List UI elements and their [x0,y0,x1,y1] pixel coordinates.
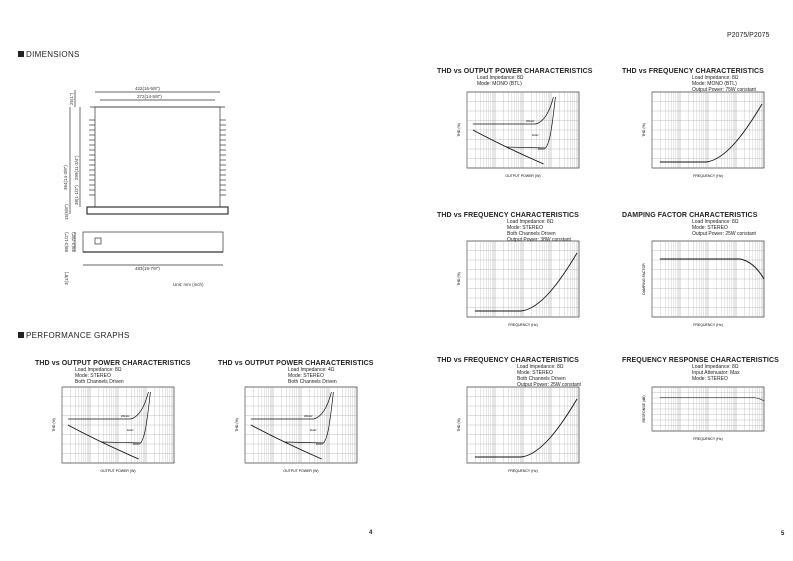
chart-line: Output Power: 25W constant [692,231,756,237]
chart-line: Load Impedance: 8Ω [692,75,739,81]
chart-line: Output Power: 25W constant [517,382,581,388]
chart-line: Both Channels Driven [75,379,124,385]
page-number-left: 4 [369,530,373,536]
chart-line: Load Impedance: 8Ω [692,364,739,370]
chart-5-header [35,360,191,385]
section-dimensions [18,50,80,59]
dim-h-total: 364(14-3/8") [63,165,68,190]
chart-line: Mode: MONO (BTL) [477,81,522,87]
dim-bottom-width: 483(19-7/8") [135,266,160,271]
chart-4-plot [640,237,770,329]
chart-line: Mode: STEREO [692,225,728,231]
curve-label: 1kHz [309,428,317,432]
y-axis-label: RESPONSE (dB) [642,395,646,423]
curve-label: 1kHz [531,133,539,137]
curve-line [68,392,149,419]
chart-1-plot [455,88,585,180]
x-axis-label: FREQUENCY (Hz) [693,437,723,441]
dimensions-drawing [55,80,275,290]
chart-3-plot [455,237,585,329]
top-view-body [95,107,220,207]
chart-line: Input Attenuator: Max [692,370,740,376]
chart-7-plot [455,383,585,475]
y-axis-label: THD (%) [457,123,461,137]
section-dimensions-label: DIMENSIONS [26,50,80,59]
dim-h-body: 299(11-3/4") [74,155,79,180]
x-axis-label: OUTPUT POWER (W) [505,174,541,178]
chart-line: Load Impedance: 8Ω [75,367,122,373]
y-axis-label: THD (%) [52,418,56,432]
x-axis-label: OUTPUT POWER (W) [283,469,319,473]
dim-h-foot: 15(5/8") [64,204,69,220]
section-performance-label: PERFORMANCE GRAPHS [26,331,130,340]
dim-front-h2: 99(3-7/8") [71,232,76,252]
y-axis-label: THD (%) [235,418,239,432]
chart-title: THD vs FREQUENCY CHARACTERISTICS [622,68,764,75]
curve-line [473,97,554,124]
chart-4-header [622,212,757,237]
x-axis-label: FREQUENCY (Hz) [693,174,723,178]
curve-line [660,104,762,162]
chart-title: DAMPING FACTOR CHARACTERISTICS [622,212,758,219]
chart-line: Load Impedance: 8Ω [517,364,564,370]
chart-title: THD vs OUTPUT POWER CHARACTERISTICS [437,68,593,75]
chart-line: Mode: STEREO [75,373,111,379]
dim-unit: Unit: mm (inch) [173,282,204,287]
chart-line: Mode: MONO (BTL) [692,81,737,87]
dim-inner-width: 372(14-5/8") [137,94,162,99]
y-axis-label: DAMPING FACTOR [642,263,646,295]
chart-line: Load Impedance: 8Ω [507,219,554,225]
chart-title: THD vs OUTPUT POWER CHARACTERISTICS [35,360,191,367]
curve-label: 20kHz [120,414,130,418]
chart-line: Both Channels Driven [507,231,556,237]
chart-line: Output Power: 38W constant [507,237,571,243]
chart-line: Mode: STEREO [288,373,324,379]
chart-line: Load Impedance: 4Ω [288,367,335,373]
y-axis-label: THD (%) [642,123,646,137]
curve-line [660,259,764,279]
chart-line: Load Impedance: 8Ω [692,219,739,225]
curve-label: 20kHz [303,414,313,418]
chart-line: Load Impedance: 8Ω [477,75,524,81]
bullet-square-icon [18,332,24,338]
curve-line [475,253,577,311]
heatsink-left [89,120,95,195]
curve-line [251,392,332,419]
x-axis-label: FREQUENCY (Hz) [508,469,538,473]
chart-title: FREQUENCY RESPONSE CHARACTERISTICS [622,357,779,364]
bullet-square-icon [18,51,24,57]
chart-line: Mode: STEREO [692,376,728,382]
x-axis-label: FREQUENCY (Hz) [508,323,538,327]
page-header: P2075/P2075 [727,32,770,39]
heatsink-right [220,120,226,195]
dim-top-width: 422(16-5/8") [135,86,160,91]
dim-h-small: 38(1-1/2") [74,185,79,205]
x-axis-label: FREQUENCY (Hz) [693,323,723,327]
curve-label: 20Hz [315,442,323,446]
dim-side: 3(1/8") [64,271,69,285]
curve-label: 20Hz [537,147,545,151]
chart-6-plot [233,383,363,475]
chart-title: THD vs FREQUENCY CHARACTERISTICS [437,357,579,364]
front-view [83,232,223,252]
chart-8-plot [640,383,770,443]
chart-line: Mode: STEREO [507,225,543,231]
dim-front-h1: 88(3-1/2") [64,232,69,252]
section-performance [18,331,130,340]
y-axis-label: THD (%) [457,418,461,432]
chart-2-plot [640,88,770,180]
chart-title: THD vs OUTPUT POWER CHARACTERISTICS [218,360,374,367]
x-axis-label: OUTPUT POWER (W) [100,469,136,473]
chart-line: Output Power: 75W constant [692,87,756,93]
page-number-right: 5 [781,531,785,537]
chart-8-header [622,357,779,382]
chart-1-header [437,68,593,87]
curve-line [475,399,577,457]
dim-h-top: 25(1") [69,92,74,105]
curve-label: 20kHz [525,119,535,123]
chart-5-plot [50,383,180,475]
curve-label: 1kHz [126,428,134,432]
chart-line: Both Channels Driven [288,379,337,385]
curve-label: 20Hz [132,442,140,446]
chart-title: THD vs FREQUENCY CHARACTERISTICS [437,212,579,219]
chart-line: Mode: STEREO [517,370,553,376]
y-axis-label: THD (%) [457,272,461,286]
chart-line: Both Channels Driven [517,376,566,382]
chart-6-header [218,360,374,385]
